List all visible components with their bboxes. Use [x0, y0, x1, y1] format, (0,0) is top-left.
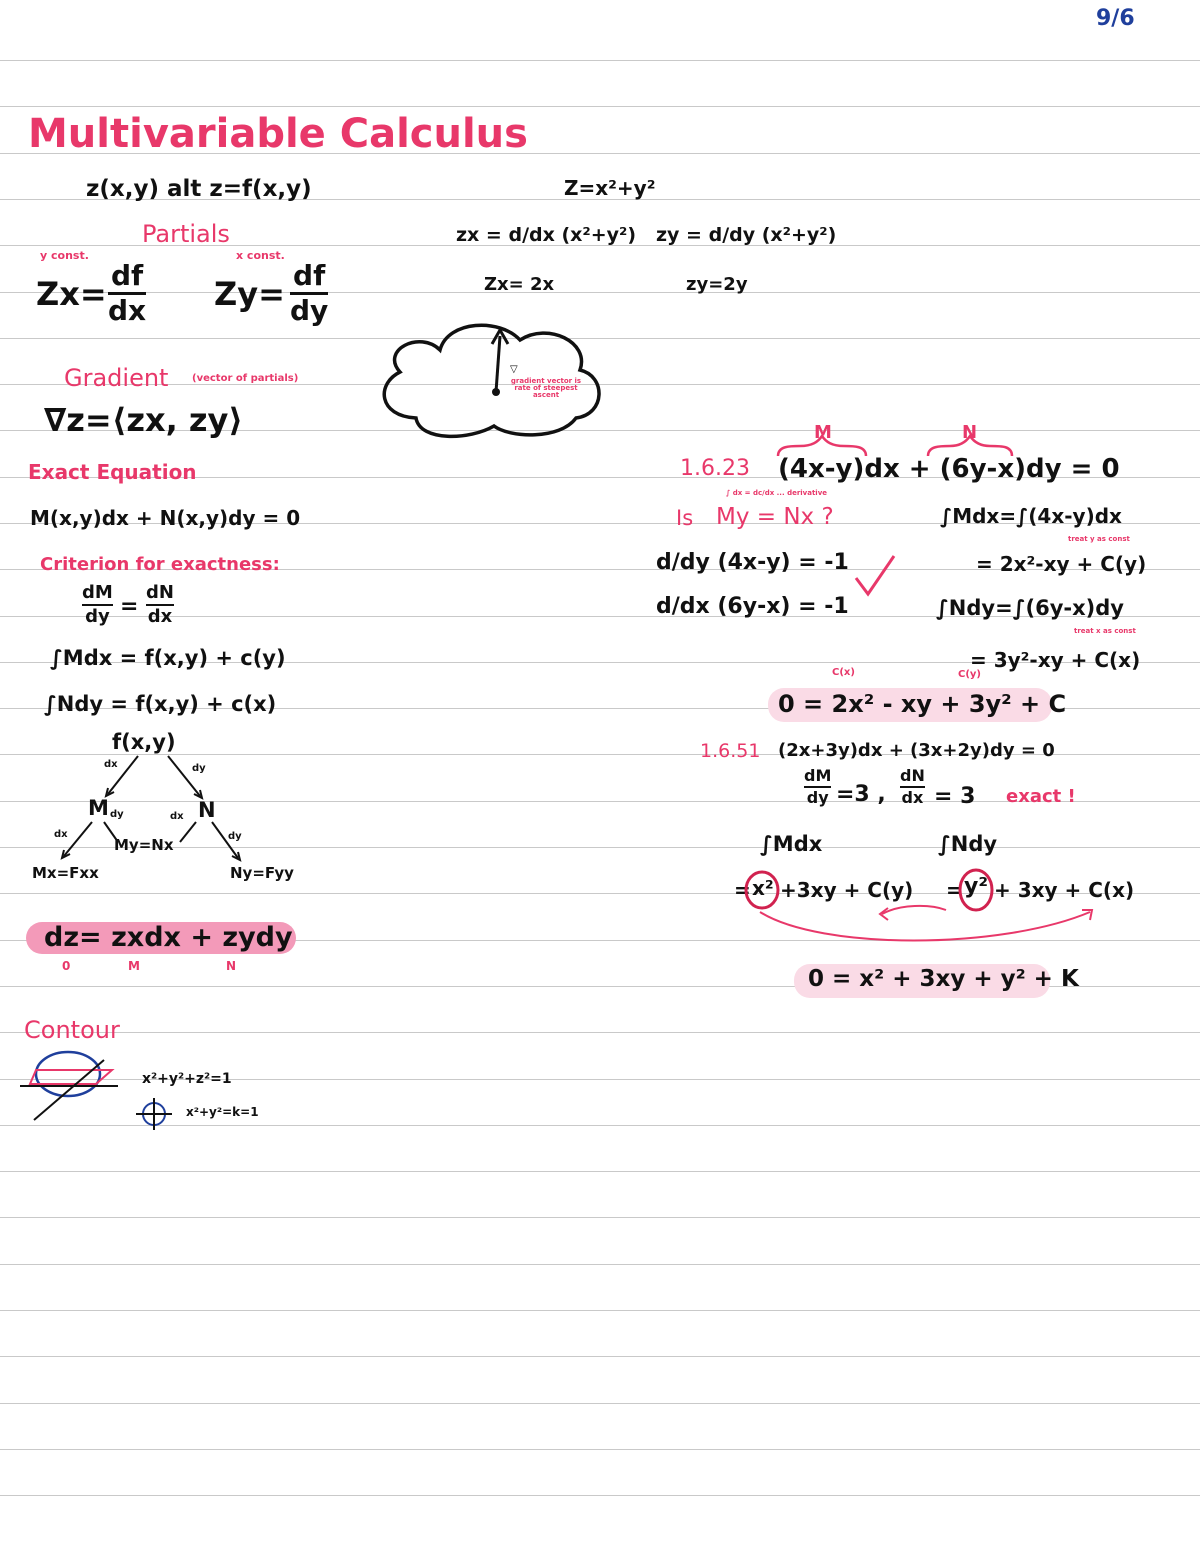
crit-den-right: dx: [147, 606, 173, 627]
combine-arrows: [760, 906, 1092, 941]
tree-n-dy: dy: [228, 831, 242, 842]
result-n-circled: y²: [964, 874, 988, 899]
tree-root: f(x,y): [112, 730, 176, 754]
p2-dm: dM: [804, 766, 832, 785]
problem-1-number: 1.6.23: [680, 456, 750, 481]
problem-2-equation: (2x+3y)dx + (3x+2y)dy = 0: [778, 740, 1055, 761]
cx-label: C(x): [832, 667, 855, 678]
zy-derivation: zy = d/dy (x²+y²): [656, 224, 837, 246]
integral-m-line: ∫Mdx=∫(4x-y)dx: [940, 504, 1122, 528]
treat-y-note: treat y as const: [1068, 535, 1130, 543]
svg-text:▽: ▽: [510, 364, 518, 375]
gradient-formula: ∇z=⟨zx, zy⟩: [44, 401, 244, 439]
y-const-note: y const.: [40, 249, 89, 262]
tree-n: N: [198, 798, 216, 822]
integral-n-result: = 3y²-xy + C(x): [970, 648, 1141, 672]
total-differential: dz= zxdx + zydy: [44, 922, 293, 953]
solution-1: 0 = 2x² - xy + 3y² + C: [778, 690, 1067, 718]
zy-result: zy=2y: [686, 274, 748, 295]
contour-sketch: [20, 1052, 172, 1130]
brace-m-label: M: [814, 422, 832, 443]
exact-remark: exact !: [1006, 786, 1076, 807]
z-function: Z=x²+y²: [564, 176, 656, 200]
criterion-equals: =: [120, 594, 139, 619]
exact-equation: M(x,y)dx + N(x,y)dy = 0: [30, 506, 301, 530]
question-expression: My = Nx ?: [716, 504, 834, 530]
criterion-heading: Criterion for exactness:: [40, 554, 280, 575]
tree-m-dy: dy: [110, 809, 124, 820]
p2-dn: dN: [900, 766, 925, 785]
tree-m-dx: dx: [54, 829, 68, 840]
contour-heading: Contour: [24, 1016, 120, 1044]
cy-label: C(y): [958, 669, 981, 680]
crit-num-right: dN: [146, 582, 174, 603]
tree-right-leaf: Ny=Fyy: [230, 864, 294, 882]
integral-n: ∫Ndy = f(x,y) + c(x): [44, 692, 277, 716]
page-title: Multivariable Calculus: [28, 111, 528, 157]
exact-equation-heading: Exact Equation: [28, 460, 197, 484]
integral-n-line: ∫Ndy=∫(6y-x)dy: [936, 596, 1124, 620]
zy-numerator: df: [293, 259, 326, 292]
result-m: +3xy + C(y): [780, 878, 914, 902]
p2-dx: dx: [901, 788, 924, 807]
question-label: Is: [676, 506, 694, 530]
zy-denominator: dy: [290, 294, 329, 327]
result-n: + 3xy + C(x): [994, 878, 1135, 902]
problem-1-note: ∫ dx = dc/dx ... derivative: [726, 489, 828, 497]
contour-circle-eq: x²+y²=k=1: [186, 1105, 259, 1119]
brace-n-label: N: [962, 422, 978, 443]
crit-den-left: dy: [85, 606, 110, 627]
td-n-label: N: [226, 959, 237, 973]
result-m-circled: x²: [752, 876, 774, 900]
problem-1-equation: (4x-y)dx + (6y-x)dy = 0: [778, 454, 1120, 484]
tree-dy-label: dy: [192, 763, 206, 774]
zx-result: Zx= 2x: [484, 274, 555, 295]
x-const-note: x const.: [236, 249, 285, 262]
tree-dx-label: dx: [104, 759, 118, 770]
problem-2-number: 1.6.51: [700, 740, 761, 762]
mn-braces: [778, 436, 1012, 456]
zy-label: Zy=: [214, 275, 285, 313]
cloud-note: gradient vector is rate of steepest ascent: [510, 377, 582, 399]
solution-2: 0 = x² + 3xy + y² + K: [808, 966, 1079, 992]
dx-check: d/dx (6y-x) = -1: [656, 594, 849, 619]
gradient-heading: Gradient: [64, 364, 169, 392]
circle-y2: [960, 870, 992, 910]
checkmark-icon: [856, 556, 894, 594]
integral-m-2: ∫Mdx: [760, 832, 823, 856]
tree-m: M: [88, 796, 109, 820]
zx-label: Zx=: [36, 275, 107, 313]
dy-check: d/dy (4x-y) = -1: [656, 550, 849, 575]
crit-num-left: dM: [82, 582, 113, 603]
zx-denominator: dx: [108, 294, 147, 327]
p2-dy: dy: [806, 788, 829, 807]
treat-x-note: treat x as const: [1074, 627, 1136, 635]
integral-n-2: ∫Ndy: [938, 832, 998, 856]
p2-equals-3b: = 3: [934, 784, 976, 809]
tree-mixed: My=Nx: [114, 836, 174, 854]
p2-equals-3: =3 ,: [836, 782, 886, 807]
contour-sphere-eq: x²+y²+z²=1: [142, 1071, 232, 1087]
integral-m-result: = 2x²-xy + C(y): [976, 552, 1147, 576]
circle-x2: [746, 872, 778, 908]
date: 9/6: [1096, 6, 1135, 31]
tree-n-dx: dx: [170, 811, 184, 822]
tree-left-leaf: Mx=Fxx: [32, 864, 99, 882]
result-m-equals: =: [734, 878, 751, 902]
td-zero-label: 0: [62, 959, 71, 973]
td-m-label: M: [128, 959, 140, 973]
derivative-tree-lines: [62, 756, 240, 860]
zx-numerator: df: [110, 259, 144, 292]
zx-derivation: zx = d/dx (x²+y²): [456, 224, 637, 246]
gradient-cloud-sketch: [384, 325, 599, 436]
integral-m: ∫Mdx = f(x,y) + c(y): [50, 646, 286, 670]
z-definition: z(x,y) alt z=f(x,y): [86, 176, 312, 202]
gradient-note: (vector of partials): [192, 373, 299, 384]
result-n-equals: =: [946, 878, 963, 902]
partials-heading: Partials: [142, 220, 230, 248]
